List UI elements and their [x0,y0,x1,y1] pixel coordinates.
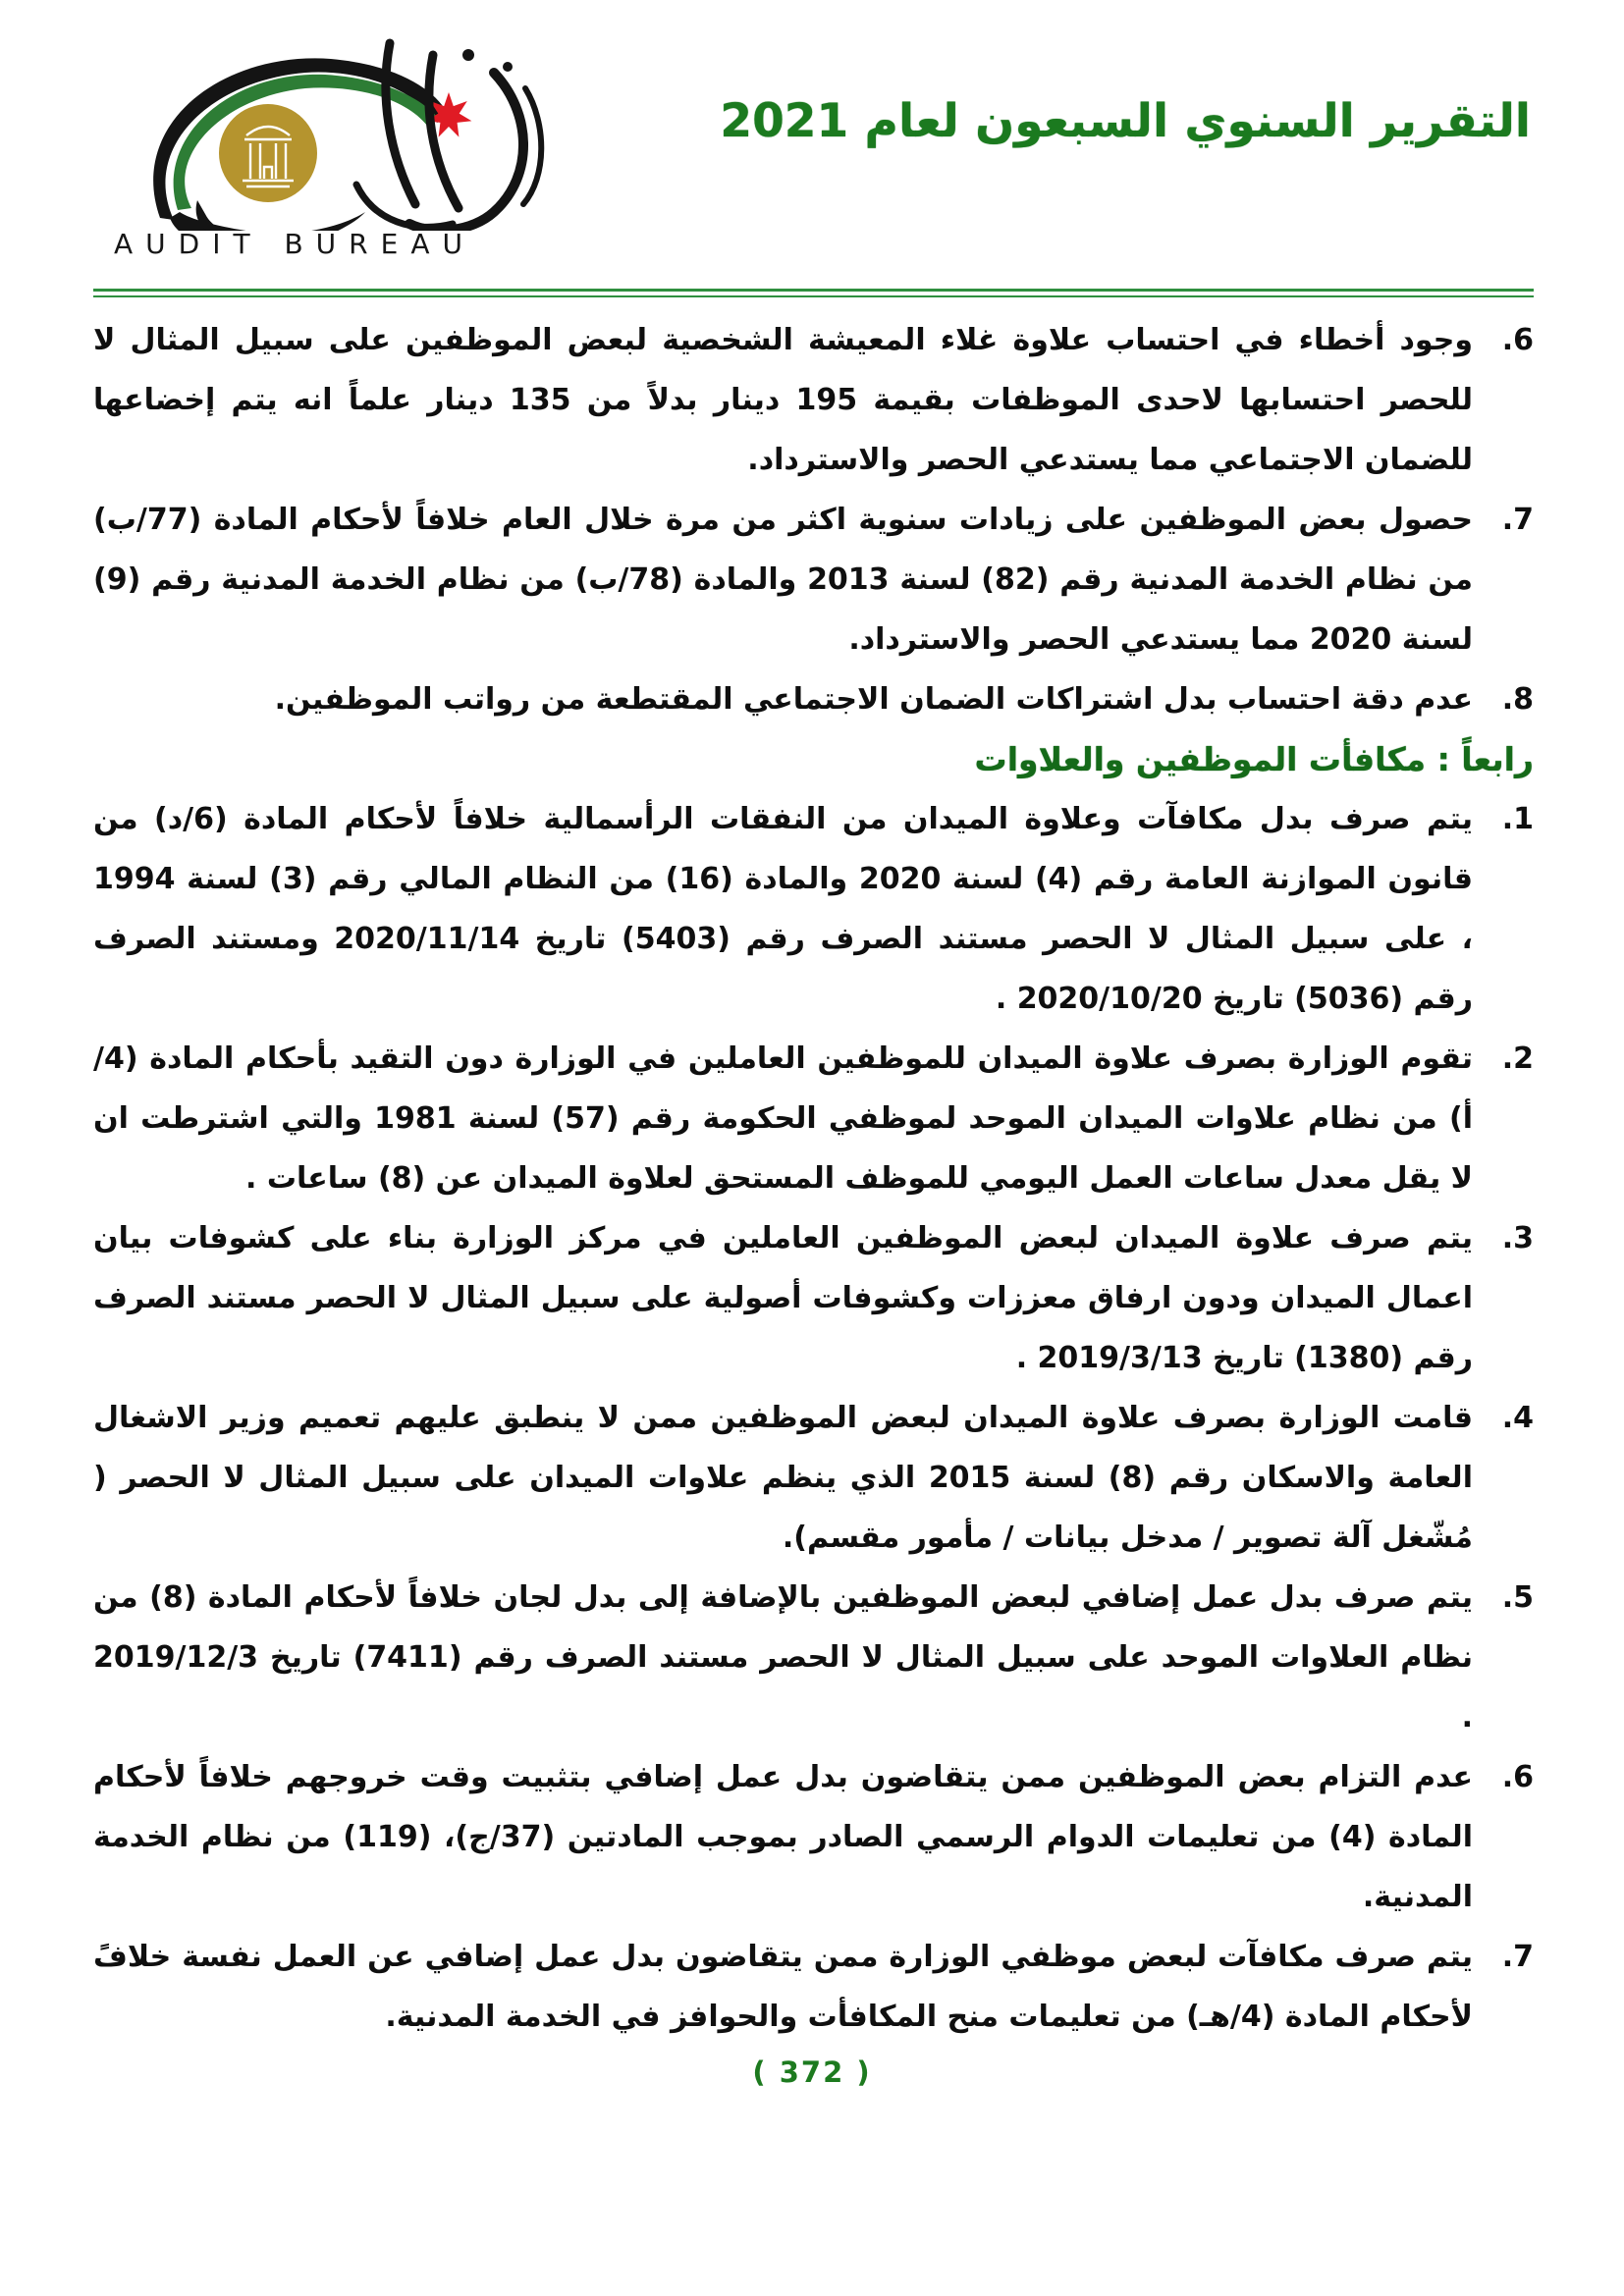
list-item-text: يتم صرف مكافآت لبعض موظفي الوزارة ممن يتقاضون بدل عمل إضافي عن العمل نفسة خلافً لأحكام المادة (4/هـ) من تعليمات منح المكافأت والحوافز في الخدمة المدنية. [93,1940,1473,2034]
page-content [93,310,1534,2047]
list-item-text: حصول بعض الموظفين على زيادات سنوية اكثر من مرة خلال العام خلافاً لأحكام المادة (77/ب) من نظام الخدمة المدنية رقم (82) لسنة 2013 والمادة (78/ب) من نظام الخدمة المدنية رقم (9) لسنة 2020 مما يستدعي الحصر والاسترداد. [93,503,1473,657]
list-item-number: 5. [1501,1580,1534,1615]
list-item [93,1388,1534,1568]
list-item-text: وجود أخطاء في احتساب علاوة غلاء المعيشة الشخصية لبعض الموظفين على سبيل المثال لا للحصر احتسابها لاحدى الموظفات بقيمة 195 دينار بدلاً من 135 دينار علماً انه يتم إخضاعها للضمان الاجتماعي مما يستدعي الحصر والاسترداد. [93,323,1473,477]
calligraphy-dots [462,49,513,72]
list-item [93,1208,1534,1388]
list-item-number: 8. [1501,682,1534,717]
page-header [0,0,1624,294]
list-item-text: يتم صرف بدل مكافآت وعلاوة الميدان من النفقات الرأسمالية خلافاً لأحكام المادة (6/د) من قانون الموازنة العامة رقم (4) لسنة 2020 والمادة (16) من النظام المالي رقم (3) لسنة 1994 ، على سبيل المثال لا الحصر مستند الصرف رقم (5403) تاريخ 2020/11/14 ومستند الصرف رقم (5036) تاريخ 2020/10/20 . [93,802,1474,1016]
audit-bureau-logo-icon [98,29,569,231]
list-item-number: 6. [1501,323,1534,357]
list-item-number: 2. [1501,1041,1534,1076]
carryover-findings-list [93,310,1534,729]
page-number: ( 372 ) [752,2056,872,2089]
list-item [93,1568,1534,1747]
list-item-number: 4. [1501,1401,1534,1435]
logo-latin-name: AUDIT BUREAU [114,228,475,260]
list-item-number: 1. [1501,802,1534,836]
header-divider [93,289,1534,297]
list-item [93,1927,1534,2047]
list-item-text: يتم صرف علاوة الميدان لبعض الموظفين العاملين في مركز الوزارة بناء على كشوفات بيان اعمال الميدان ودون ارفاق معززات وكشوفات أصولية على سبيل المثال لا الحصر مستند الصرف رقم (1380) تاريخ 2019/3/13 . [93,1221,1473,1375]
list-item-number: 7. [1501,503,1534,537]
list-item [93,310,1534,490]
rewards-allowances-findings-list [93,789,1534,2047]
list-item-text: تقوم الوزارة بصرف علاوة الميدان للموظفين العاملين في الوزارة دون التقيد بأحكام المادة (4/أ) من نظام علاوات الميدان الموحد لموظفي الحكومة رقم (57) لسنة 1981 والتي اشترطت ان لا يقل معدل ساعات العمل اليومي للموظف المستحق لعلاوة الميدان عن (8) ساعات . [93,1041,1473,1196]
list-item [93,789,1534,1029]
list-item-number: 6. [1501,1760,1534,1794]
list-item-number: 3. [1501,1221,1534,1255]
gold-medallion [219,104,317,202]
list-item-text: عدم التزام بعض الموظفين ممن يتقاضون بدل عمل إضافي بتثبيت وقت خروجهم خلافاً لأحكام المادة (4) من تعليمات الدوام الرسمي الصادر بموجب المادتين (37/ج)، (119) من نظام الخدمة المدنية. [93,1760,1474,1914]
section-heading-rewards-allowances: رابعاً : مكافأت الموظفين والعلاوات [974,740,1534,778]
list-item-text: قامت الوزارة بصرف علاوة الميدان لبعض الموظفين ممن لا ينطبق عليهم تعميم وزير الاشغال العامة والاسكان رقم (8) لسنة 2015 الذي ينظم علاوات الميدان على سبيل المثال لا الحصر ( مُشّغل آلة تصوير / مدخل بيانات / مأمور مقسم). [93,1401,1473,1555]
calligraphy-strokes [356,43,541,231]
list-item [93,669,1534,729]
list-item-text: يتم صرف بدل عمل إضافي لبعض الموظفين بالإضافة إلى بدل لجان خلافاً لأحكام المادة (8) من نظام العلاوات الموحد على سبيل المثال لا الحصر مستند الصرف رقم (7411) تاريخ 2019/12/3 . [93,1580,1473,1735]
audit-bureau-logo [98,29,569,275]
list-item [93,1747,1534,1927]
list-item-text: عدم دقة احتساب بدل اشتراكات الضمان الاجتماعي المقتطعة من رواتب الموظفين. [274,682,1473,717]
list-item-number: 7. [1501,1940,1534,1974]
list-item [93,490,1534,669]
report-title: التقرير السنوي السبعون لعام 2021 [720,94,1531,148]
list-item [93,1029,1534,1208]
